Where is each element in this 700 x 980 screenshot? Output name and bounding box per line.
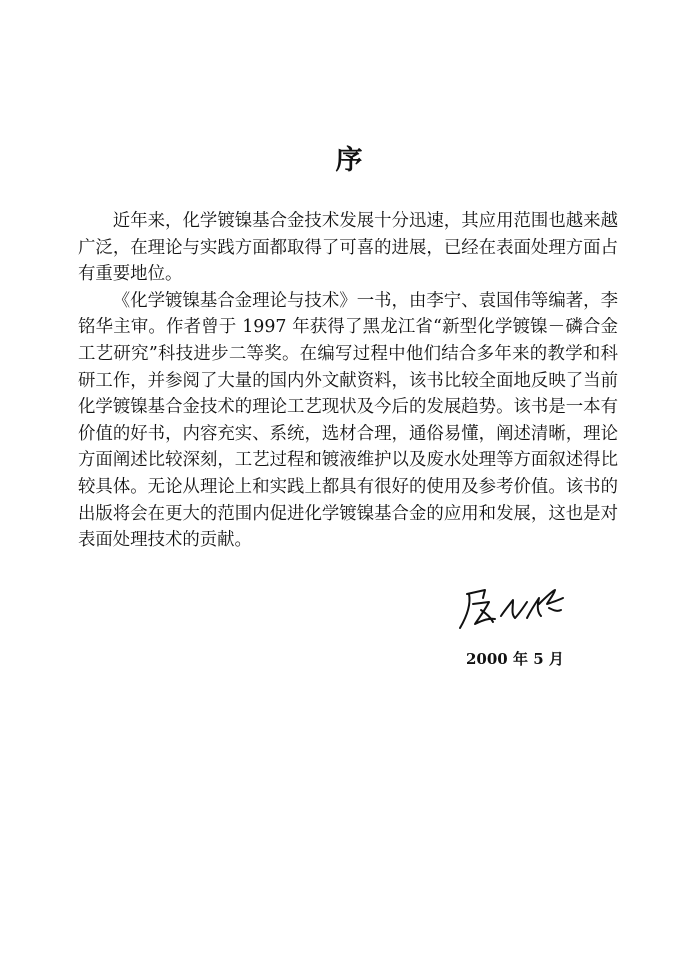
page-title: 序 — [335, 145, 365, 176]
paragraph-2: 《化学镀镍基合金理论与技术》一书，由李宁、袁国伟等编著，李铭华主审。作者曾于 1997 年获得了黑龙江省“新型化学镀镍－磷合金工艺研究”科技进步二等奖。在编写过程中他们结合多年来的教学和科研工作，并参阅了大量的国内外文献资料，该书比较全面地反映了当前化学镀镍基合金技术的理论工艺现状及今后的发展趋势。该书是一本有价值的好书，内容充实、系统，选材合理，通俗易懂，阐述清晰，理论方面阐述比较深刻，工艺过程和镀液维护以及废水处理等方面叙述得比较具体。无论从理论上和实践上都具有很好的使用及参考价值。该书的出版将会在更大的范围内促进化学镀镍基合金的应用和发展，这也是对表面处理技术的贡献。 — [78, 290, 618, 551]
date-label: 2000 年 5 月 — [466, 650, 564, 668]
handwritten-signature — [455, 574, 570, 634]
paragraph-1: 近年来，化学镀镍基合金技术发展十分迅速，其应用范围也越来越广泛，在理论与实践方面都取得了可喜的进展，已经在表面处理方面占有重要地位。 — [78, 211, 618, 285]
preface-body — [78, 208, 618, 554]
